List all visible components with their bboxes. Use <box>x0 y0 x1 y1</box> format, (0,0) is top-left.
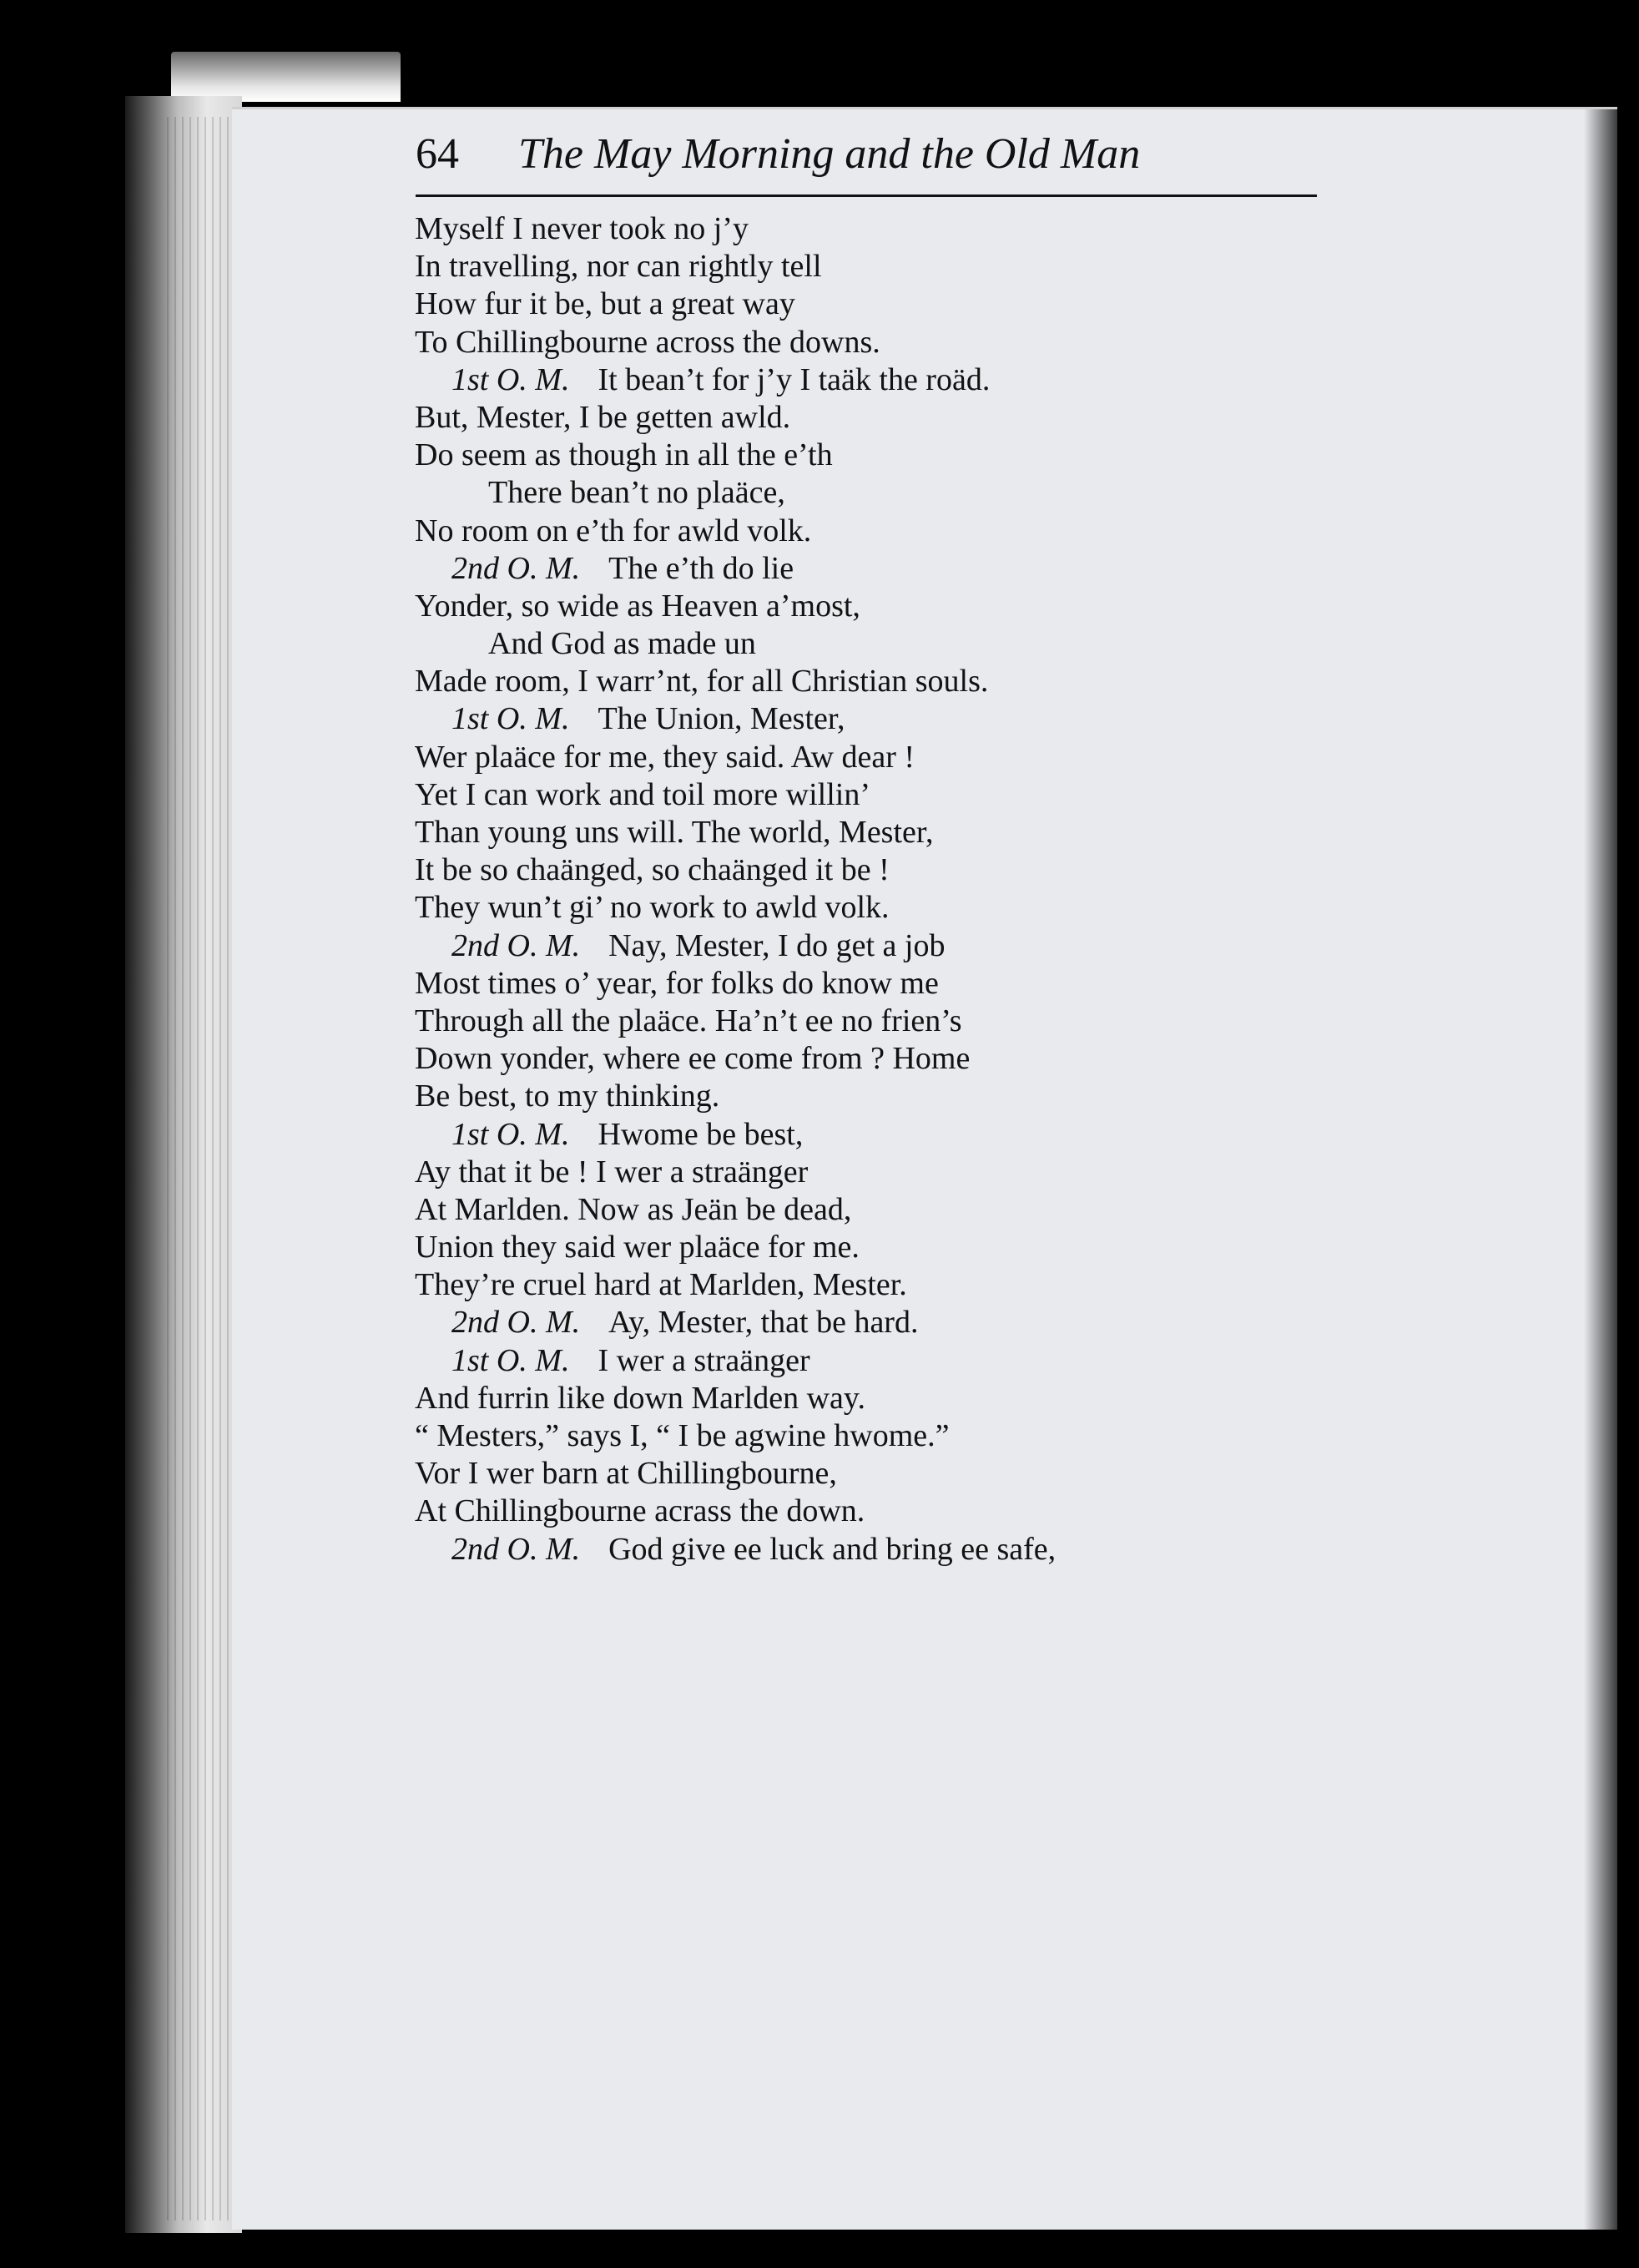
line-text: They wun’t gi’ no work to awld volk. <box>415 890 890 926</box>
running-title: The May Morning and the Old Man <box>518 130 1141 178</box>
line-text: Hwome be best, <box>598 1116 804 1152</box>
speaker-label: 2nd O. M. <box>451 1305 581 1341</box>
verse-line <box>415 1493 1383 1530</box>
line-text: There bean’t no plaäce, <box>488 475 785 511</box>
verse-line <box>415 1266 1383 1304</box>
line-text: In travelling, nor can rightly tell <box>415 249 822 285</box>
running-head <box>416 125 1367 184</box>
verse-line <box>415 927 1383 965</box>
line-text: Be best, to my thinking. <box>415 1078 720 1114</box>
line-text: Made room, I warr’nt, for all Christian souls. <box>415 664 989 700</box>
verse-text <box>415 210 1383 1568</box>
line-text: Do seem as though in all the e’th <box>415 437 833 473</box>
verse-line <box>415 474 1383 512</box>
line-text: At Chillingbourne acrass the down. <box>415 1493 865 1529</box>
verse-line <box>415 1191 1383 1229</box>
line-text: Yonder, so wide as Heaven a’most, <box>415 588 860 624</box>
line-text: To Chillingbourne across the downs. <box>415 324 880 360</box>
verse-line <box>415 663 1383 700</box>
verse-line <box>415 550 1383 588</box>
line-text: Nay, Mester, I do get a job <box>608 927 946 963</box>
speaker-label: 2nd O. M. <box>451 550 581 586</box>
line-text: God give ee luck and bring ee safe, <box>608 1531 1057 1567</box>
line-text: It bean’t for j’y I taäk the roäd. <box>598 361 991 397</box>
verse-line <box>415 1116 1383 1154</box>
line-text: Down yonder, where ee come from ? Home <box>415 1041 971 1077</box>
verse-line <box>415 776 1383 814</box>
line-text: Than young uns will. The world, Mester, <box>415 815 934 850</box>
verse-line <box>415 1040 1383 1078</box>
line-text: Through all the plaäce. Ha’n’t ee no frien’s <box>415 1003 962 1038</box>
line-text: Ay, Mester, that be hard. <box>608 1305 919 1341</box>
verse-line <box>415 1342 1383 1380</box>
line-text: But, Mester, I be getten awld. <box>415 399 791 435</box>
line-text: And furrin like down Marlden way. <box>415 1380 865 1416</box>
verse-line <box>415 513 1383 550</box>
page-tab-edge <box>171 52 401 102</box>
speaker-label: 1st O. M. <box>451 1342 570 1378</box>
verse-line <box>415 1455 1383 1493</box>
verse-line <box>415 625 1383 663</box>
verse-line <box>415 1003 1383 1040</box>
line-text: Wer plaäce for me, they said. Aw dear ! <box>415 739 915 775</box>
line-text: Ay that it be ! I wer a straänger <box>415 1154 809 1190</box>
line-text: Union they said wer plaäce for me. <box>415 1230 860 1265</box>
page-number: 64 <box>416 130 459 178</box>
verse-line <box>415 324 1383 361</box>
speaker-label: 2nd O. M. <box>451 927 581 963</box>
line-text: Myself I never took no j’y <box>415 211 749 246</box>
verse-line <box>415 1229 1383 1266</box>
verse-line <box>415 851 1383 889</box>
line-text: I wer a straänger <box>598 1342 810 1378</box>
line-text: It be so chaänged, so chaänged it be ! <box>415 852 890 888</box>
verse-line <box>415 248 1383 285</box>
line-text: Most times o’ year, for folks do know me <box>415 965 939 1001</box>
verse-line <box>415 814 1383 851</box>
verse-line <box>415 700 1383 738</box>
verse-line <box>415 889 1383 927</box>
verse-line <box>415 965 1383 1003</box>
verse-line <box>415 1154 1383 1191</box>
verse-line <box>415 437 1383 474</box>
line-text: “ Mesters,” says I, “ I be agwine hwome.” <box>415 1418 950 1453</box>
verse-line <box>415 285 1383 323</box>
verse-line <box>415 1380 1383 1417</box>
header-rule <box>416 194 1317 197</box>
line-text: Vor I wer barn at Chillingbourne, <box>415 1456 837 1492</box>
verse-line <box>415 1078 1383 1115</box>
spine-shadow <box>1584 109 1617 2230</box>
verse-line <box>415 399 1383 437</box>
line-text: The Union, Mester, <box>598 701 845 737</box>
verse-line <box>415 1304 1383 1341</box>
verse-line <box>415 361 1383 399</box>
speaker-label: 1st O. M. <box>451 701 570 737</box>
line-text: Yet I can work and toil more willin’ <box>415 776 870 812</box>
line-text: They’re cruel hard at Marlden, Mester. <box>415 1267 907 1303</box>
verse-line <box>415 1417 1383 1455</box>
speaker-label: 2nd O. M. <box>451 1531 581 1567</box>
line-text: No room on e’th for awld volk. <box>415 513 812 548</box>
speaker-label: 1st O. M. <box>451 361 570 397</box>
verse-line <box>415 210 1383 248</box>
line-text: How fur it be, but a great way <box>415 286 795 322</box>
verse-line <box>415 588 1383 625</box>
line-text: And God as made un <box>488 626 756 662</box>
speaker-label: 1st O. M. <box>451 1116 570 1152</box>
page-edge-lines <box>167 117 238 2220</box>
line-text: The e’th do lie <box>608 550 794 586</box>
line-text: At Marlden. Now as Jeän be dead, <box>415 1191 852 1227</box>
verse-line <box>415 1531 1383 1568</box>
verse-line <box>415 739 1383 776</box>
